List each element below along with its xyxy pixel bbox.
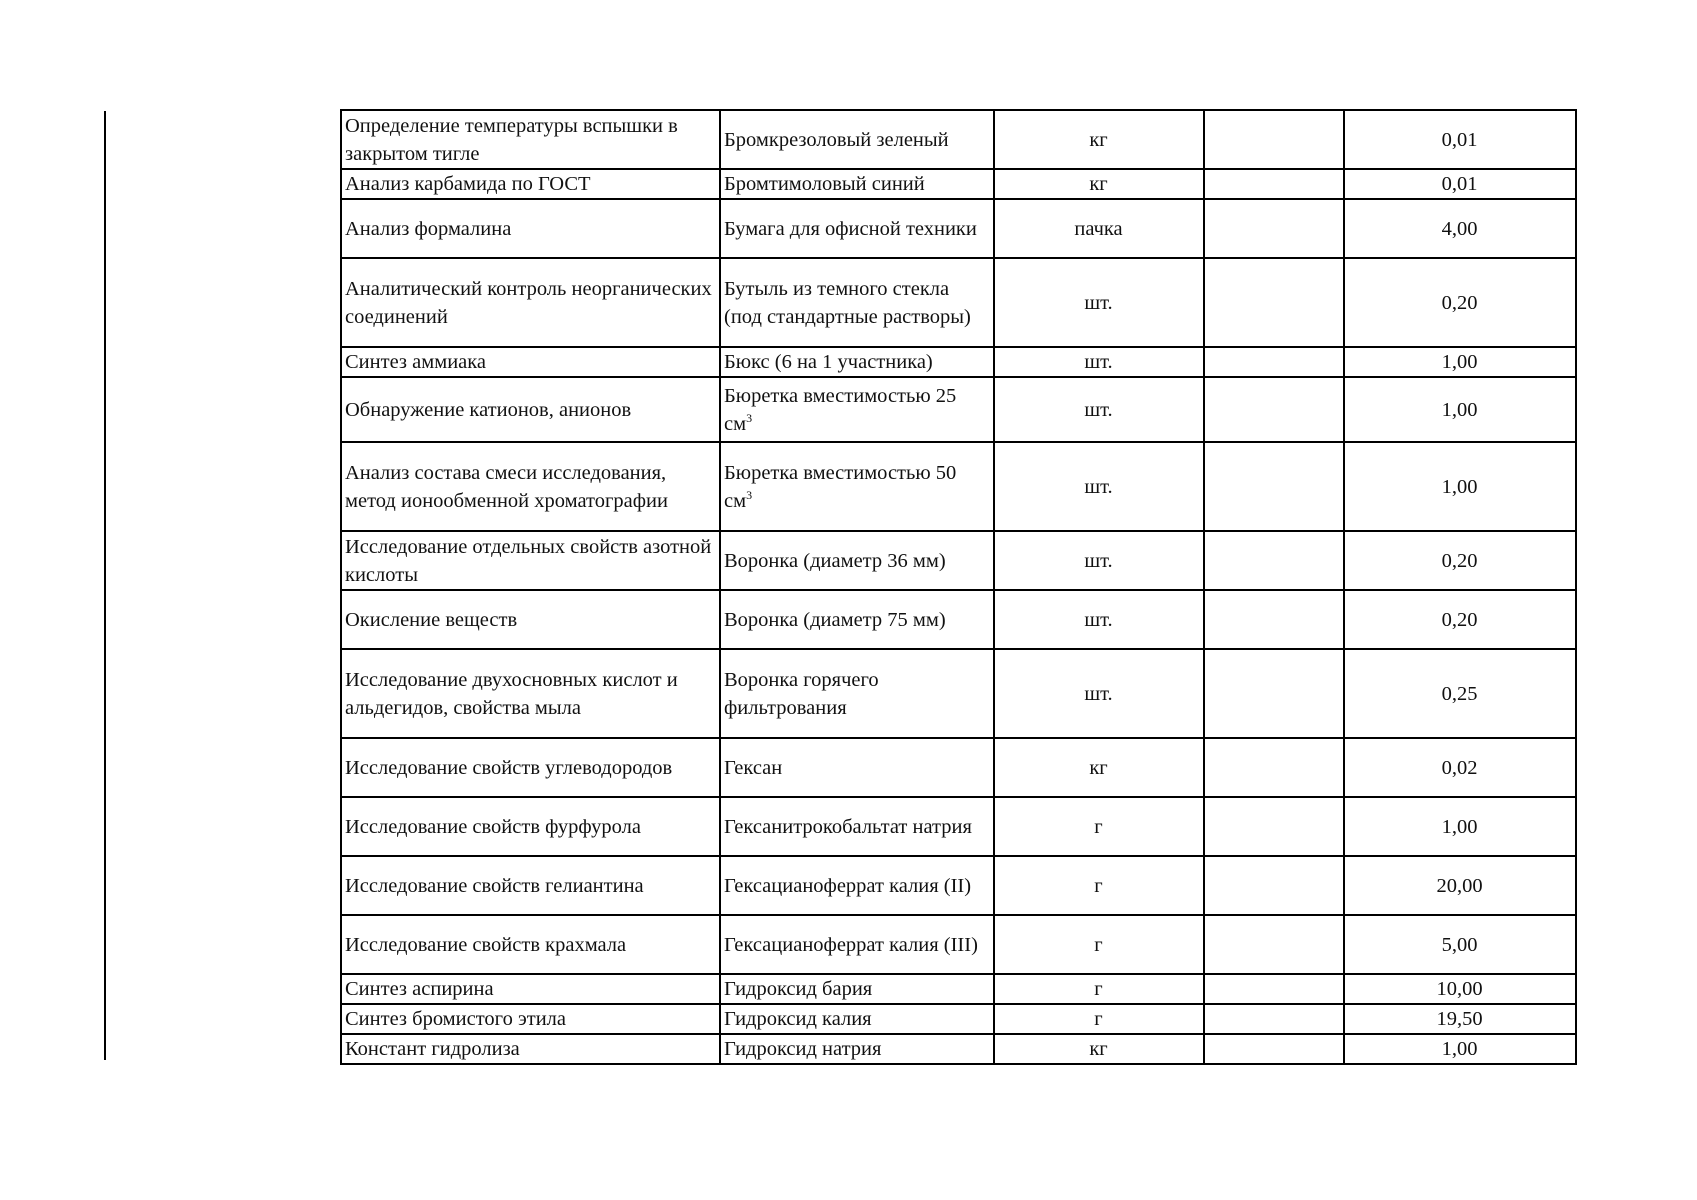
cell-quantity-text: 1,00	[1441, 351, 1478, 373]
cell-item	[720, 1034, 994, 1064]
cell-item-text: Бюкс (6 на 1 участника)	[724, 351, 933, 373]
cell-unit-text: шт.	[1084, 608, 1113, 631]
cell-item-text: Гидроксид бария	[724, 978, 873, 1000]
cell-item-text: Воронка (диаметр 36 мм)	[724, 549, 946, 572]
cell-activity-text: Обнаружение катионов, анионов	[345, 398, 632, 421]
cell-activity	[341, 347, 720, 377]
table-row	[341, 974, 1576, 1004]
cell-item-text: Бумага для офисной техники	[724, 217, 977, 240]
cell-quantity-text: 1,00	[1441, 1038, 1478, 1060]
cell-quantity-text: 1,00	[1441, 475, 1478, 498]
cell-extra	[1204, 442, 1344, 531]
cell-extra	[1204, 347, 1344, 377]
cell-unit-text: г	[1094, 978, 1103, 1000]
cell-quantity	[1344, 738, 1576, 797]
cell-activity-text: Аналитический контроль неорганических соединений	[345, 277, 712, 328]
cell-unit-text: кг	[1089, 128, 1108, 151]
cell-quantity	[1344, 590, 1576, 649]
cell-item	[720, 199, 994, 258]
cell-activity-text: Синтез аммиака	[345, 351, 487, 373]
cell-extra	[1204, 915, 1344, 974]
cell-activity	[341, 199, 720, 258]
cell-unit	[994, 797, 1204, 856]
cell-item-text: Воронка (диаметр 75 мм)	[724, 608, 946, 631]
cell-activity	[341, 915, 720, 974]
cell-unit	[994, 377, 1204, 442]
cell-quantity	[1344, 649, 1576, 738]
cell-item	[720, 531, 994, 590]
cell-extra	[1204, 974, 1344, 1004]
table-row	[341, 347, 1576, 377]
cell-activity-text: Синтез бромистого этила	[345, 1008, 566, 1030]
cell-activity	[341, 531, 720, 590]
cell-quantity	[1344, 442, 1576, 531]
cell-unit	[994, 169, 1204, 199]
cell-quantity	[1344, 915, 1576, 974]
cell-activity-text: Исследование двухосновных кислот и альдегидов, свойства мыла	[345, 668, 678, 719]
cell-unit-text: кг	[1089, 173, 1108, 195]
cell-item	[720, 377, 994, 442]
cell-extra	[1204, 1004, 1344, 1034]
cell-unit	[994, 856, 1204, 915]
cell-item-text: Воронка горячего фильтрования	[724, 668, 879, 719]
cell-quantity-text: 5,00	[1441, 933, 1478, 956]
cell-unit	[994, 590, 1204, 649]
cell-unit	[994, 1004, 1204, 1034]
cell-item	[720, 738, 994, 797]
left-margin-rule	[104, 111, 106, 1060]
cell-unit-text: г	[1094, 933, 1103, 956]
cell-extra	[1204, 649, 1344, 738]
cell-item-text: Бюретка вместимостью 25 см	[724, 384, 957, 435]
cell-activity-text: Анализ состава смеси исследования, метод ионообменной хроматографии	[345, 461, 668, 512]
cell-extra	[1204, 738, 1344, 797]
cell-unit-text: шт.	[1084, 549, 1113, 572]
cell-activity-text: Окисление веществ	[345, 608, 518, 631]
cell-unit	[994, 738, 1204, 797]
cell-item	[720, 590, 994, 649]
cell-unit	[994, 258, 1204, 347]
cell-unit	[994, 915, 1204, 974]
cell-activity-text: Анализ формалина	[345, 217, 512, 240]
cell-item-text: Бюретка вместимостью 50 см	[724, 461, 957, 512]
cell-activity	[341, 258, 720, 347]
cell-extra	[1204, 1034, 1344, 1064]
cell-activity	[341, 590, 720, 649]
cell-quantity-text: 19,50	[1436, 1008, 1483, 1030]
cell-quantity-text: 20,00	[1436, 874, 1483, 897]
cell-activity-text: Исследование свойств фурфурола	[345, 815, 641, 838]
cell-activity	[341, 738, 720, 797]
table-row	[341, 531, 1576, 590]
cell-item	[720, 649, 994, 738]
cell-item	[720, 258, 994, 347]
cell-quantity-text: 0,01	[1441, 173, 1478, 195]
cell-item-superscript: 3	[746, 487, 753, 502]
cell-item-text: Гексанитрокобальтат натрия	[724, 815, 972, 838]
cell-quantity	[1344, 797, 1576, 856]
cell-activity	[341, 442, 720, 531]
cell-quantity	[1344, 110, 1576, 169]
cell-unit	[994, 531, 1204, 590]
cell-activity-text: Анализ карбамида по ГОСТ	[345, 173, 591, 195]
cell-unit-text: шт.	[1084, 291, 1113, 314]
cell-activity	[341, 649, 720, 738]
cell-extra	[1204, 258, 1344, 347]
cell-activity-text: Исследование свойств крахмала	[345, 933, 627, 956]
cell-item-text: Бромтимоловый синий	[724, 173, 925, 195]
cell-item-text: Бромкрезоловый зеленый	[724, 128, 949, 151]
cell-item	[720, 915, 994, 974]
cell-extra	[1204, 199, 1344, 258]
cell-unit-text: шт.	[1084, 351, 1113, 373]
cell-item-superscript: 3	[746, 410, 753, 425]
table-row	[341, 199, 1576, 258]
cell-unit-text: шт.	[1084, 475, 1113, 498]
cell-extra	[1204, 797, 1344, 856]
cell-quantity	[1344, 169, 1576, 199]
table-row	[341, 915, 1576, 974]
cell-unit-text: г	[1094, 1008, 1103, 1030]
cell-quantity-text: 0,20	[1441, 291, 1478, 314]
cell-item-text: Гексацианоферрат калия (III)	[724, 933, 978, 956]
cell-quantity-text: 0,20	[1441, 549, 1478, 572]
cell-item-text: Гидроксид калия	[724, 1008, 872, 1030]
cell-unit-text: кг	[1089, 756, 1108, 779]
cell-quantity-text: 1,00	[1441, 815, 1478, 838]
cell-activity-text: Исследование свойств гелиантина	[345, 874, 644, 897]
cell-item	[720, 347, 994, 377]
table-row	[341, 169, 1576, 199]
table-row	[341, 797, 1576, 856]
table-row	[341, 258, 1576, 347]
cell-item-text: Гексан	[724, 756, 783, 779]
table-row	[341, 649, 1576, 738]
cell-activity	[341, 856, 720, 915]
cell-activity-text: Констант гидролиза	[345, 1038, 520, 1060]
cell-item	[720, 974, 994, 1004]
cell-item	[720, 1004, 994, 1034]
cell-activity	[341, 377, 720, 442]
table-row	[341, 442, 1576, 531]
cell-quantity	[1344, 531, 1576, 590]
cell-activity	[341, 974, 720, 1004]
table-row	[341, 377, 1576, 442]
cell-extra	[1204, 531, 1344, 590]
cell-quantity	[1344, 199, 1576, 258]
cell-quantity	[1344, 377, 1576, 442]
cell-unit-text: шт.	[1084, 398, 1113, 421]
cell-activity	[341, 1004, 720, 1034]
cell-extra	[1204, 590, 1344, 649]
cell-unit-text: пачка	[1074, 217, 1123, 240]
cell-unit-text: г	[1094, 815, 1103, 838]
cell-unit	[994, 110, 1204, 169]
cell-unit	[994, 649, 1204, 738]
cell-activity	[341, 1034, 720, 1064]
cell-unit	[994, 1034, 1204, 1064]
cell-quantity-text: 0,01	[1441, 128, 1478, 151]
cell-quantity	[1344, 347, 1576, 377]
cell-extra	[1204, 856, 1344, 915]
cell-unit-text: шт.	[1084, 682, 1113, 705]
table-row	[341, 738, 1576, 797]
cell-activity	[341, 169, 720, 199]
cell-quantity-text: 10,00	[1436, 978, 1483, 1000]
cell-item-text: Гидроксид натрия	[724, 1038, 882, 1060]
cell-unit	[994, 347, 1204, 377]
cell-quantity	[1344, 856, 1576, 915]
cell-unit	[994, 974, 1204, 1004]
cell-activity-text: Синтез аспирина	[345, 978, 494, 1000]
cell-item	[720, 110, 994, 169]
table-row	[341, 1034, 1576, 1064]
cell-item	[720, 442, 994, 531]
materials-table	[340, 109, 1577, 1065]
cell-quantity	[1344, 1004, 1576, 1034]
cell-item-text: Гексацианоферрат калия (II)	[724, 874, 972, 897]
cell-activity	[341, 797, 720, 856]
table-row	[341, 1004, 1576, 1034]
cell-quantity-text: 0,25	[1441, 682, 1478, 705]
cell-quantity	[1344, 974, 1576, 1004]
cell-unit-text: г	[1094, 874, 1103, 897]
cell-quantity-text: 0,02	[1441, 756, 1478, 779]
cell-quantity-text: 4,00	[1441, 217, 1478, 240]
cell-unit-text: кг	[1089, 1038, 1108, 1060]
cell-quantity-text: 1,00	[1441, 398, 1478, 421]
table-body	[341, 110, 1576, 1064]
cell-item-text: Бутыль из темного стекла (под стандартные растворы)	[724, 277, 971, 328]
cell-extra	[1204, 377, 1344, 442]
cell-activity-text: Определение температуры вспышки в закрытом тигле	[345, 114, 678, 165]
cell-quantity-text: 0,20	[1441, 608, 1478, 631]
cell-item	[720, 169, 994, 199]
table-row	[341, 110, 1576, 169]
cell-extra	[1204, 110, 1344, 169]
table-row	[341, 856, 1576, 915]
cell-unit	[994, 442, 1204, 531]
cell-activity-text: Исследование свойств углеводородов	[345, 756, 673, 779]
cell-unit	[994, 199, 1204, 258]
cell-item	[720, 856, 994, 915]
cell-activity-text: Исследование отдельных свойств азотной кислоты	[345, 535, 712, 586]
table-row	[341, 590, 1576, 649]
cell-quantity	[1344, 1034, 1576, 1064]
cell-item	[720, 797, 994, 856]
cell-extra	[1204, 169, 1344, 199]
cell-quantity	[1344, 258, 1576, 347]
cell-activity	[341, 110, 720, 169]
